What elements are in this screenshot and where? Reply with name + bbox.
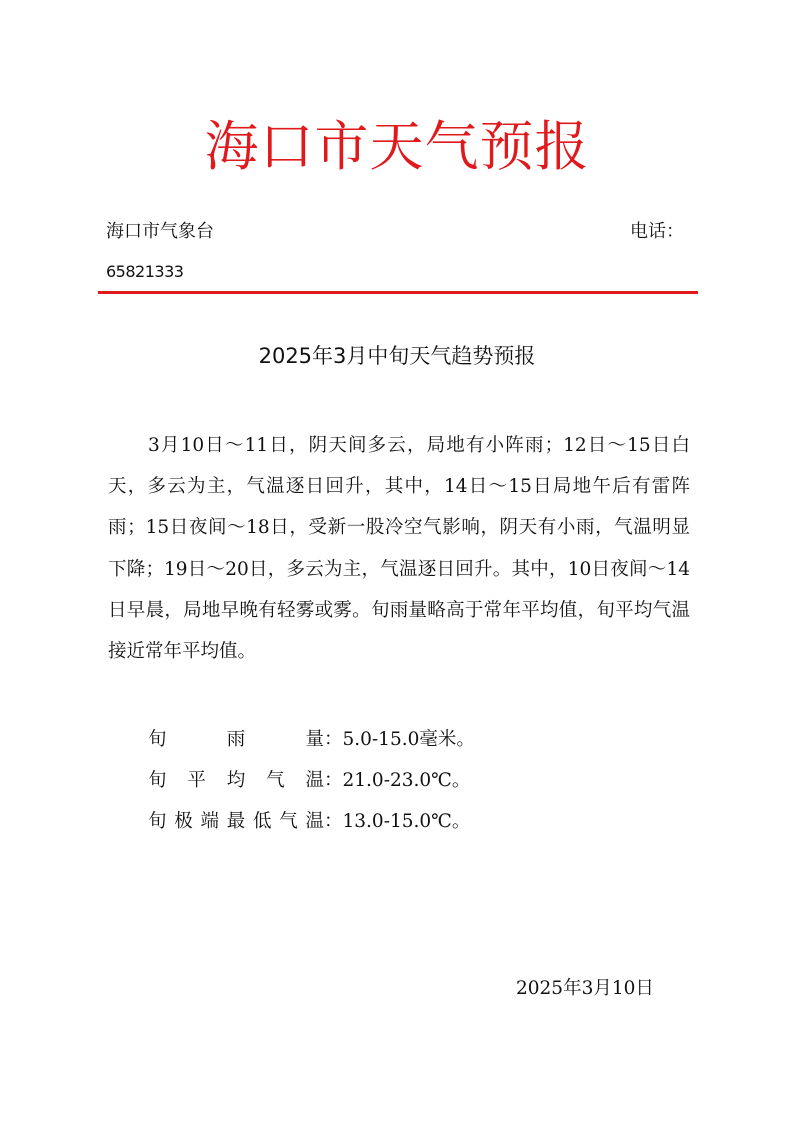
- forecast-paragraph: 3月10日～11日，阴天间多云，局地有小阵雨；12日～15日白天，多云为主，气温逐日回升，其中，14日～15日局地午后有雷阵雨；15日夜间～18日，受新一股冷空气影响，阴天有小雨，气温明显下降；19日～20日，多云为主，气温逐日回升。其中，10日夜间～14日早晨，局地早晚有轻雾或雾。旬雨量略高于常年平均值，旬平均气温接近常年平均值。: [108, 435, 690, 663]
- stat-avg-temp-value: ：21.0-23.0℃。: [324, 770, 471, 791]
- stat-min-temp-value: ：13.0-15.0℃。: [324, 811, 471, 832]
- issuer-name: 海口市气象台: [106, 221, 214, 242]
- stat-avg-temp: [148, 769, 470, 793]
- issue-date: 2025年3月10日: [516, 978, 654, 999]
- stat-min-temp: [148, 810, 470, 834]
- document-title: 海口市天气预报: [204, 115, 590, 178]
- stat-rainfall-value: ：5.0-15.0毫米。: [324, 729, 475, 750]
- phone-label: 电话：: [630, 221, 684, 242]
- stat-avg-temp-label: 旬平均气温: [148, 770, 324, 791]
- phone-number: 65821333: [106, 262, 184, 281]
- stat-min-temp-label: 旬极端最低气温: [148, 811, 324, 832]
- stat-rainfall: [148, 728, 475, 752]
- header-divider: [98, 291, 698, 294]
- stat-rainfall-label: 旬雨量: [148, 729, 324, 750]
- report-subtitle: 2025年3月中旬天气趋势预报: [258, 344, 536, 368]
